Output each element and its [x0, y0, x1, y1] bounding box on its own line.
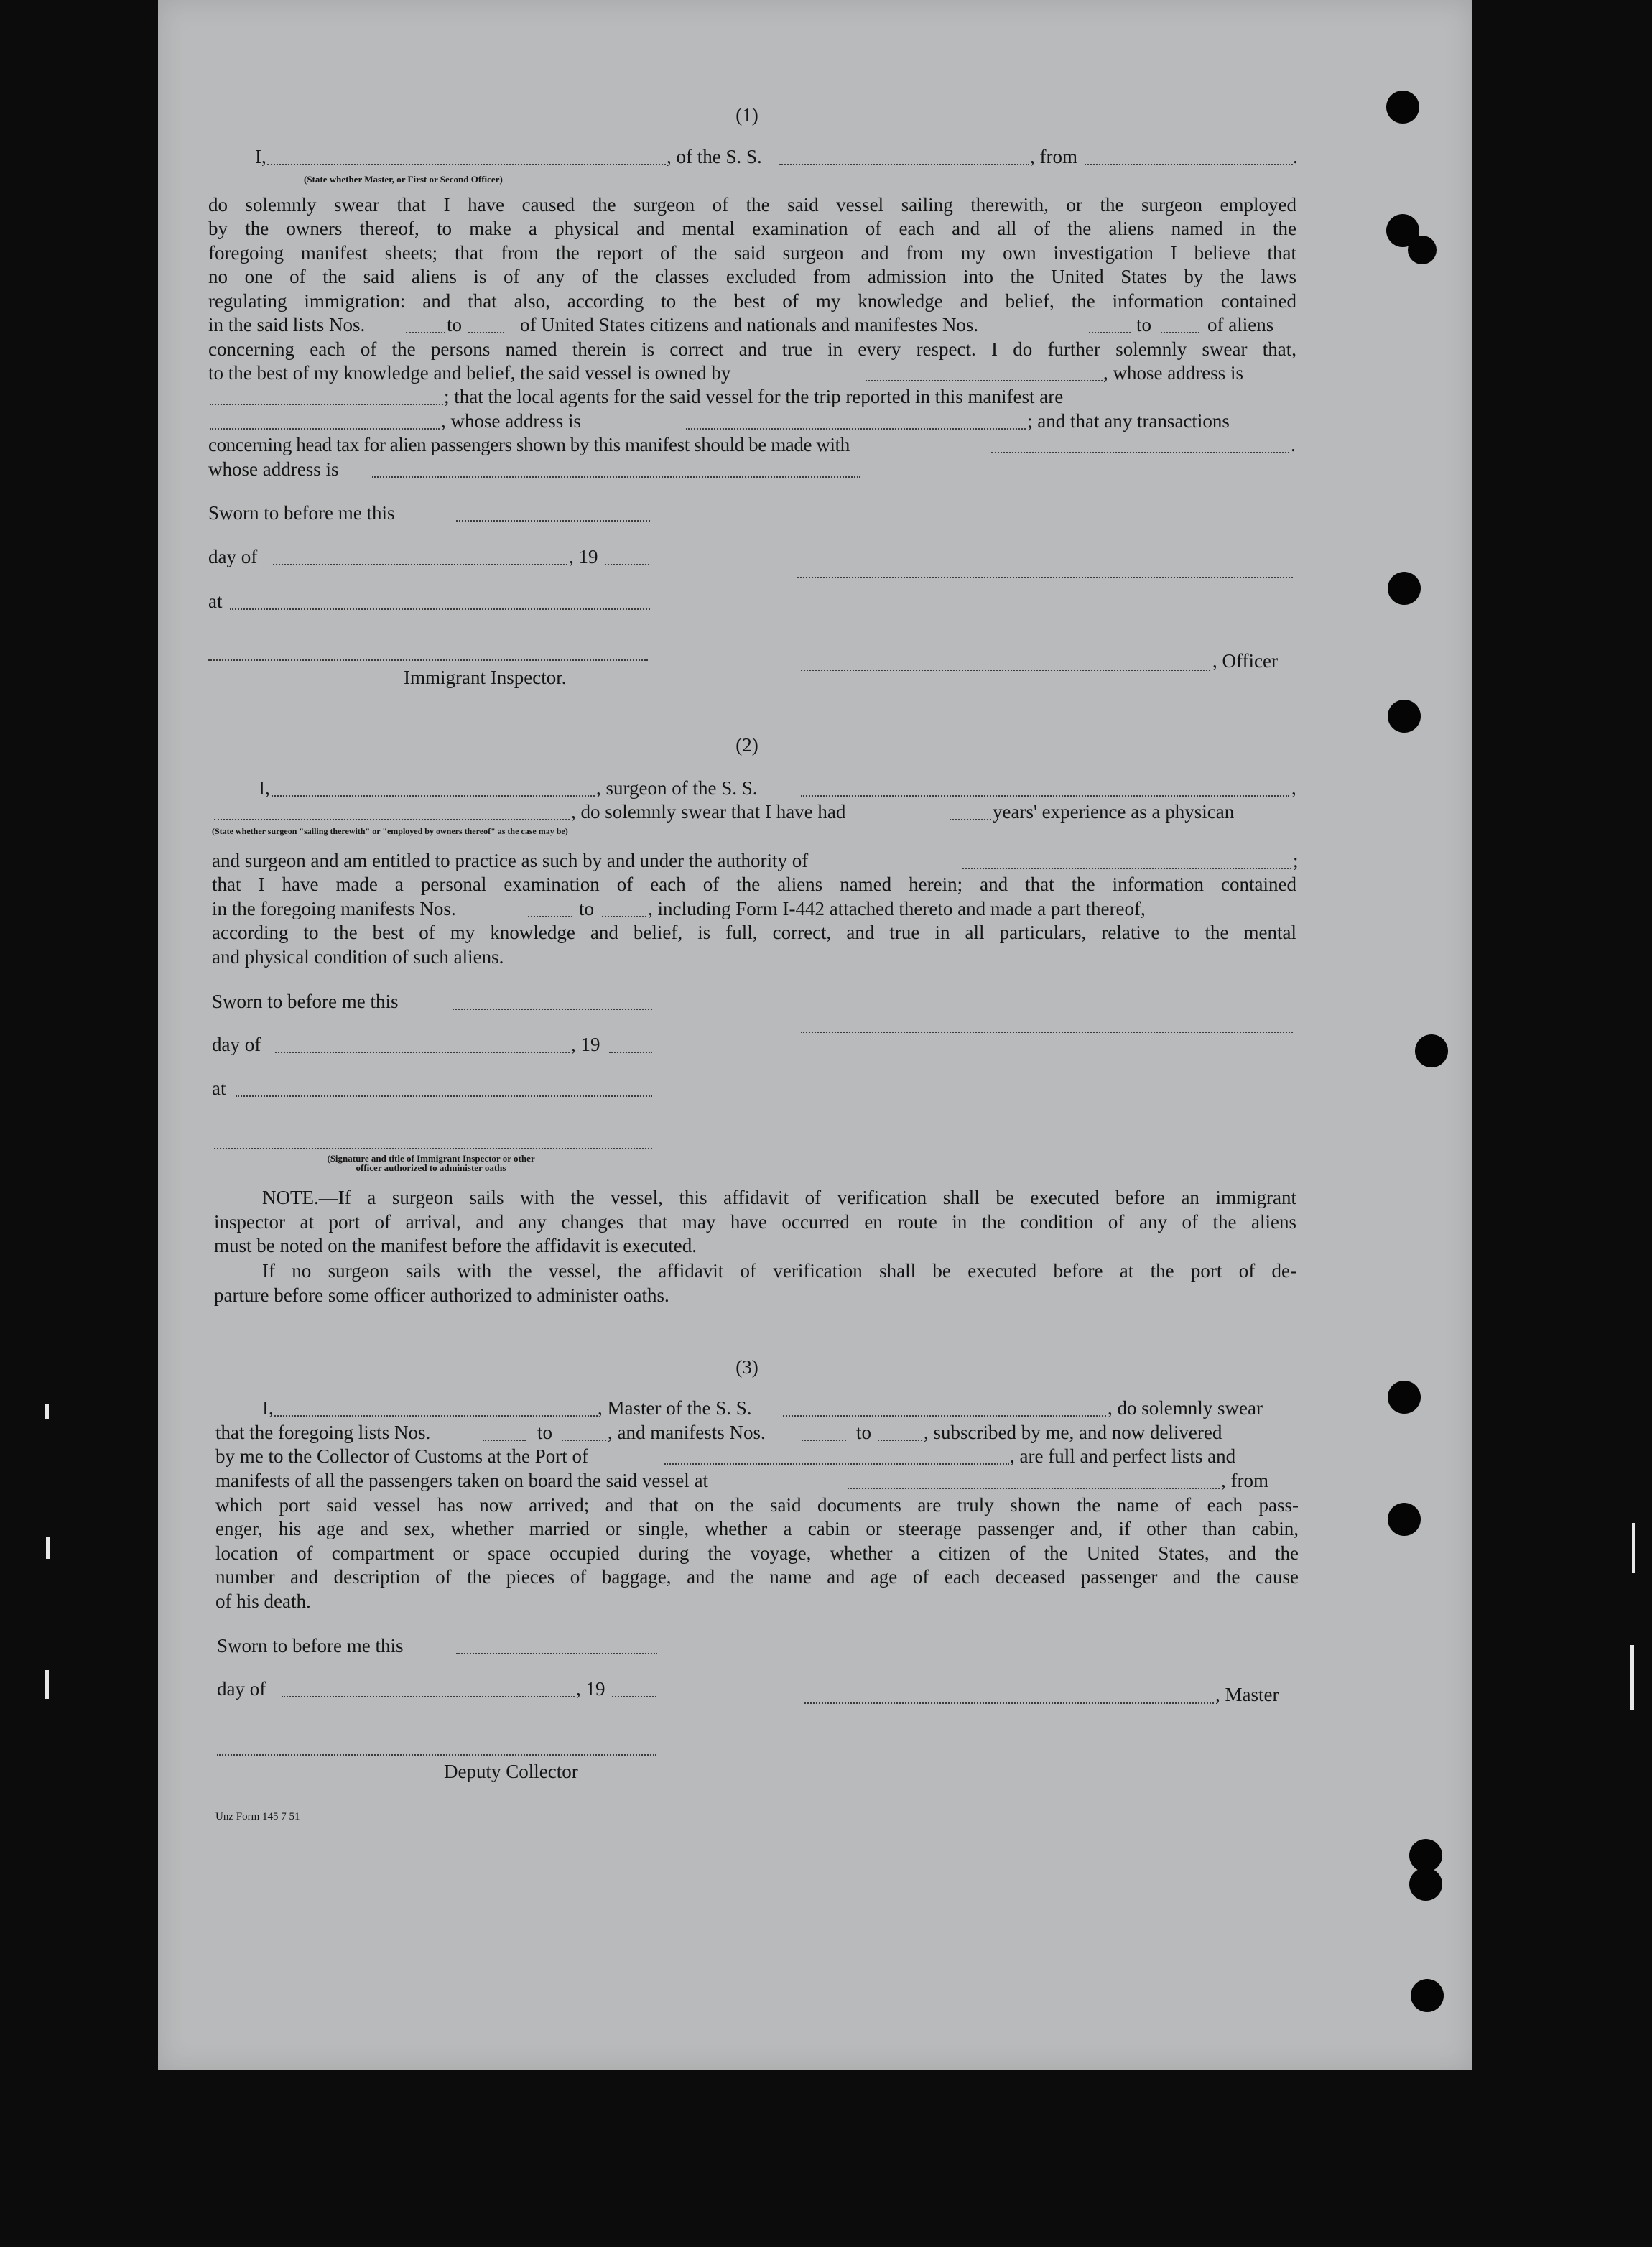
- manifests-to-blank[interactable]: [1161, 332, 1199, 333]
- scan-edge-mark: [45, 1670, 49, 1699]
- inspector-signature-line[interactable]: [208, 659, 648, 661]
- paragraph-line: no one of the said aliens is of any of the classes excluded from admission into the United States by the laws: [208, 266, 1296, 287]
- month-blank[interactable]: [275, 1052, 570, 1053]
- head-tax-label: concerning head tax for alien passengers shown by this manifest should be made with: [208, 434, 850, 455]
- to-label: to: [856, 1422, 872, 1443]
- day-of-label: day of: [217, 1678, 266, 1700]
- note-line: NOTE.—If a surgeon sails with the vessel, this affidavit of verification shall be executed before an immigrant: [262, 1187, 1296, 1208]
- full-perfect-label: , are full and perfect lists and: [1010, 1445, 1236, 1467]
- sworn-date-blank[interactable]: [456, 1653, 657, 1654]
- authority-blank[interactable]: [962, 868, 1291, 869]
- paragraph-line: and physical condition of such aliens.: [212, 946, 504, 968]
- head-tax-address-blank[interactable]: [372, 476, 860, 478]
- manifests-from-blank[interactable]: [528, 916, 572, 917]
- manifests-to-blank[interactable]: [878, 1440, 922, 1441]
- day-of-label: day of: [212, 1034, 261, 1055]
- officer-label: , Officer: [1212, 650, 1278, 672]
- comma: ,: [1291, 777, 1296, 799]
- manifests-all-label: manifests of all the passengers taken on board the said vessel at: [215, 1470, 709, 1491]
- vessel-name-blank[interactable]: [801, 795, 1289, 797]
- paragraph-line: that I have made a personal examination of each of the aliens named herein; and that the information contained: [212, 874, 1296, 895]
- sworn-label: Sworn to before me this: [212, 991, 399, 1012]
- month-blank[interactable]: [282, 1696, 575, 1697]
- note-line: inspector at port of arrival, and any changes that may have occurred en route in the condition of any of the aliens: [214, 1211, 1296, 1233]
- inspector-title: Immigrant Inspector.: [404, 667, 567, 688]
- signature-note: officer authorized to administer oaths: [356, 1162, 506, 1173]
- year-blank[interactable]: [612, 1696, 656, 1697]
- subscribed-label: , subscribed by me, and now delivered: [924, 1422, 1222, 1443]
- swear-label: , do solemnly swear that I have had: [571, 801, 846, 823]
- from-label: , from: [1030, 146, 1077, 167]
- collector-title: Deputy Collector: [444, 1761, 578, 1782]
- best-knowledge-label: to the best of my knowledge and belief, the said vessel is owned by: [208, 362, 731, 384]
- scan-edge-mark: [1630, 1645, 1634, 1710]
- surgeon-status-blank[interactable]: [214, 819, 570, 820]
- from-port-blank[interactable]: [1085, 164, 1293, 165]
- form-id: Unz Form 145 7 51: [215, 1811, 300, 1822]
- sworn-label: Sworn to before me this: [217, 1635, 404, 1657]
- master-signature-line[interactable]: [804, 1702, 1214, 1704]
- local-agents-label: ; that the local agents for the said vessel for the trip reported in this manifest are: [444, 386, 1064, 407]
- place-blank[interactable]: [236, 1095, 652, 1097]
- collector-label: by me to the Collector of Customs at the Port of: [215, 1445, 588, 1467]
- manifests-from-blank[interactable]: [1089, 332, 1131, 333]
- lists-from-blank[interactable]: [483, 1440, 526, 1441]
- intro-i: I,: [262, 1397, 274, 1419]
- section-number: (1): [735, 104, 758, 126]
- note-line: If no surgeon sails with the vessel, the affidavit of verification shall be executed before at the port of de-: [262, 1260, 1296, 1282]
- officer-name-blank[interactable]: [267, 164, 666, 165]
- lists-from-blank[interactable]: [406, 332, 445, 333]
- lists-to-blank[interactable]: [562, 1440, 606, 1441]
- whose-address-label: , whose address is: [441, 410, 581, 432]
- us-citizens-label: of United States citizens and nationals and manifestes Nos.: [520, 314, 979, 335]
- officer-signature-line[interactable]: [797, 577, 1293, 578]
- year-blank[interactable]: [609, 1052, 652, 1053]
- to-label: to: [447, 314, 463, 335]
- collector-signature-line[interactable]: [217, 1754, 656, 1756]
- at-label: at: [212, 1078, 226, 1099]
- of-ss-label: , of the S. S.: [667, 146, 762, 167]
- paragraph-line: of his death.: [215, 1590, 311, 1612]
- agents-blank[interactable]: [210, 428, 440, 430]
- foregoing-label: in the foregoing manifests Nos.: [212, 898, 456, 919]
- day-of-label: day of: [208, 546, 258, 567]
- port-blank[interactable]: [664, 1463, 1009, 1465]
- whose-address-label: whose address is: [208, 458, 339, 480]
- at-label: at: [208, 590, 223, 612]
- note-line: parture before some officer authorized to administer oaths.: [214, 1284, 669, 1306]
- punch-hole: [1388, 1503, 1421, 1536]
- to-label: to: [537, 1422, 553, 1443]
- paragraph-line: enger, his age and sex, whether married or single, whether a cabin or steerage passenger and, if other than cabin,: [215, 1518, 1299, 1539]
- from-label: , from: [1221, 1470, 1268, 1491]
- period: .: [1291, 434, 1296, 455]
- punch-hole: [1415, 1034, 1448, 1067]
- manifests-from-blank[interactable]: [802, 1440, 846, 1441]
- year-label: , 19: [569, 546, 598, 567]
- authority-label: and surgeon and am entitled to practice as such by and under the authority of: [212, 850, 809, 871]
- officer-name-line[interactable]: [801, 670, 1210, 671]
- semicolon: ;: [1293, 850, 1299, 871]
- paragraph-line: according to the best of my knowledge and belief, is full, correct, and true in all particulars, relative to the mental: [212, 922, 1296, 943]
- agents-address-blank[interactable]: [686, 428, 1026, 430]
- surgeon-name-blank[interactable]: [272, 795, 595, 797]
- lists-to-blank[interactable]: [468, 332, 504, 333]
- intro-i: I,: [259, 777, 270, 799]
- section-number: (3): [735, 1356, 758, 1378]
- owner-address-blank[interactable]: [210, 404, 443, 405]
- to-label: to: [1136, 314, 1152, 335]
- note-line: must be noted on the manifest before the affidavit is executed.: [214, 1235, 697, 1256]
- paragraph-line: do solemnly swear that I have caused the surgeon of the said vessel sailing therewith, or the surgeon employed: [208, 194, 1296, 216]
- paragraph-line: regulating immigration: and that also, according to the best of my knowledge and belief, the information contained: [208, 290, 1296, 312]
- manifests-label: , and manifests Nos.: [608, 1422, 766, 1443]
- sworn-date-blank[interactable]: [453, 1009, 652, 1010]
- master-name-blank[interactable]: [274, 1415, 598, 1417]
- punch-hole: [1386, 91, 1419, 124]
- master-label: , Master: [1215, 1684, 1279, 1705]
- of-aliens-label: of aliens: [1207, 314, 1274, 335]
- scan-edge-mark: [1632, 1523, 1635, 1573]
- paragraph-line: which port said vessel has now arrived; and that on the said documents are truly shown the name of each pass-: [215, 1494, 1299, 1516]
- scan-edge-mark: [46, 1537, 50, 1559]
- form-page: [158, 0, 1472, 2070]
- years-label: years' experience as a physican: [993, 801, 1235, 823]
- sworn-label: Sworn to before me this: [208, 502, 395, 524]
- embark-port-blank[interactable]: [848, 1488, 1220, 1489]
- manifests-to-blank[interactable]: [602, 916, 646, 917]
- foregoing-label: that the foregoing lists Nos.: [215, 1422, 431, 1443]
- month-blank[interactable]: [273, 564, 567, 565]
- punch-hole: [1411, 1979, 1444, 2012]
- punch-hole: [1409, 1868, 1442, 1901]
- punch-hole: [1388, 700, 1421, 733]
- surgeon-signature-line[interactable]: [801, 1032, 1293, 1033]
- inspector-signature-line[interactable]: [214, 1148, 652, 1149]
- paragraph-line: concerning each of the persons named therein is correct and true in every respect. I do further solemnly swear that,: [208, 338, 1296, 360]
- year-label: , 19: [571, 1034, 600, 1055]
- including-label: , including Form I-442 attached thereto and made a part thereof,: [648, 898, 1146, 919]
- paragraph-line: foregoing manifest sheets; that from the report of the said surgeon and from my own investigation I believe that: [208, 242, 1296, 264]
- surgeon-of-label: , surgeon of the S. S.: [596, 777, 758, 799]
- vessel-name-blank[interactable]: [779, 164, 1029, 165]
- year-blank[interactable]: [605, 564, 649, 565]
- transactions-label: ; and that any transactions: [1027, 410, 1230, 432]
- scan-edge-mark: [45, 1404, 49, 1419]
- years-blank[interactable]: [950, 819, 991, 820]
- intro-i: I,: [255, 146, 266, 167]
- master-of-label: , Master of the S. S.: [598, 1397, 752, 1419]
- swear-label: , do solemnly swear: [1108, 1397, 1263, 1419]
- sworn-date-blank[interactable]: [456, 520, 650, 522]
- signature-note: (Signature and title of Immigrant Inspector or other: [327, 1153, 535, 1164]
- period: .: [1293, 146, 1298, 167]
- paragraph-line: location of compartment or space occupied during the voyage, whether a citizen of the United States, and the: [215, 1542, 1299, 1564]
- owner-blank[interactable]: [866, 380, 1103, 381]
- head-tax-contact-blank[interactable]: [991, 452, 1289, 453]
- to-label: to: [579, 898, 595, 919]
- punch-hole: [1408, 236, 1437, 264]
- surgeon-note: (State whether surgeon "sailing therewith" or "employed by owners thereof" as the case may be): [212, 826, 568, 836]
- paragraph-line: by the owners thereof, to make a physical and mental examination of each and all of the aliens named in the: [208, 218, 1296, 239]
- said-lists-label: in the said lists Nos.: [208, 314, 366, 335]
- punch-hole: [1388, 1381, 1421, 1414]
- vessel-name-blank[interactable]: [783, 1415, 1106, 1417]
- section-number: (2): [735, 734, 758, 756]
- officer-note: (State whether Master, or First or Second Officer): [304, 174, 503, 185]
- year-label: , 19: [576, 1678, 605, 1700]
- punch-hole: [1388, 572, 1421, 605]
- place-blank[interactable]: [230, 608, 650, 610]
- paragraph-line: number and description of the pieces of baggage, and the name and age of each deceased passenger and the cause: [215, 1566, 1299, 1588]
- whose-address-label: , whose address is: [1103, 362, 1243, 384]
